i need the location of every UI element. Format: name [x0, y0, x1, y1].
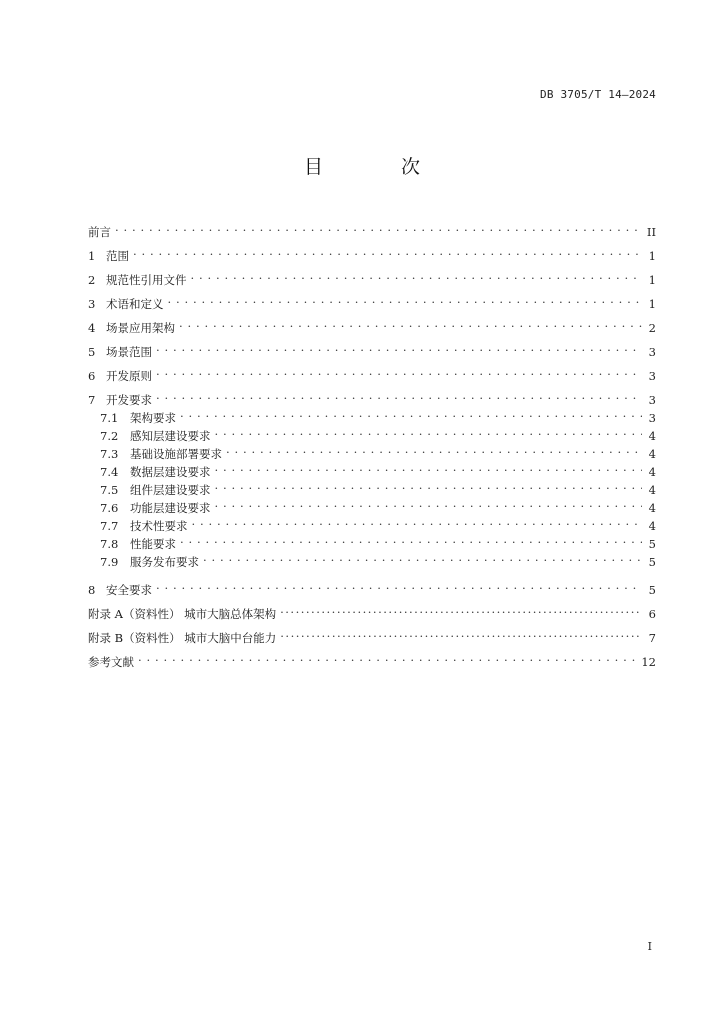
toc-entry-label: 数据层建设要求	[130, 465, 211, 479]
toc-entry-number: 3	[88, 297, 96, 311]
toc-dot-leader	[215, 422, 643, 440]
toc-entry-label: 范围	[106, 249, 129, 263]
toc-entry-page: 6	[648, 607, 656, 621]
toc-entry-page: 4	[648, 447, 656, 461]
toc-entry-number: 7.7	[100, 519, 119, 533]
toc-entry-label: 安全要求	[106, 583, 152, 597]
toc-entry-label: 技术性要求	[130, 519, 188, 533]
toc-dot-leader	[180, 530, 642, 548]
standard-code: DB 3705/T 14—2024	[540, 88, 656, 101]
toc-entry-page: 3	[648, 345, 656, 359]
toc-entry-page: 4	[648, 519, 656, 533]
toc-dot-leader	[168, 290, 643, 308]
toc-entry[interactable]	[88, 600, 656, 621]
toc-dot-leader	[156, 362, 642, 380]
toc-dot-leader	[192, 512, 643, 530]
toc-entry-number: 1	[88, 249, 96, 263]
toc-entry[interactable]	[100, 494, 656, 515]
toc-entry-number: 7.4	[100, 465, 119, 479]
toc-entry[interactable]	[100, 512, 656, 533]
toc-dot-leader	[115, 218, 642, 236]
toc-entry-label: 规范性引用文件	[106, 273, 187, 287]
toc-entry-page: 2	[648, 321, 656, 335]
toc-entry-page: 5	[648, 537, 656, 551]
toc-entry-number: 5	[88, 345, 96, 359]
toc-entry-page: 1	[648, 273, 656, 287]
toc-entry[interactable]	[88, 362, 656, 383]
toc-entry-label: 功能层建设要求	[130, 501, 211, 515]
toc-entry-page: 5	[648, 583, 656, 597]
toc-entry-label: 基础设施部署要求	[130, 447, 222, 461]
toc-entry-number: 7.5	[100, 483, 119, 497]
toc-entry-label: 场景应用架构	[106, 321, 175, 335]
toc-entry[interactable]	[88, 576, 656, 597]
toc-entry-label: 组件层建设要求	[130, 483, 211, 497]
toc-entry[interactable]	[100, 404, 656, 425]
toc-entry[interactable]	[88, 624, 656, 645]
toc-entry-label: 前言	[88, 225, 111, 239]
toc-entry-page: 3	[648, 411, 656, 425]
toc-dot-leader	[133, 242, 642, 260]
toc-dot-leader	[138, 648, 637, 666]
toc-entry-number: 8	[88, 583, 96, 597]
toc-dot-leader	[226, 440, 642, 458]
toc-entry-page: 1	[648, 249, 656, 263]
toc-entry[interactable]	[100, 422, 656, 443]
toc-entry-number: 7.9	[100, 555, 119, 569]
toc-entry-page: 4	[648, 483, 656, 497]
toc-entry-page: II	[646, 225, 656, 239]
toc-entry-label: 附录 A（资料性） 城市大脑总体架构	[88, 607, 277, 621]
toc-entry[interactable]	[88, 386, 656, 407]
toc-entry-label: 附录 B（资料性） 城市大脑中台能力	[88, 631, 277, 645]
toc-dot-leader	[156, 386, 642, 404]
toc-dot-leader	[156, 576, 642, 594]
toc-entry-page: 5	[648, 555, 656, 569]
toc-entry[interactable]	[100, 440, 656, 461]
toc-entry-page: 4	[648, 501, 656, 515]
toc-dot-leader	[180, 404, 642, 422]
toc-entry-label: 服务发布要求	[130, 555, 199, 569]
toc-entry-label: 架构要求	[130, 411, 176, 425]
toc-entry-page: 1	[648, 297, 656, 311]
toc-dot-leader	[203, 548, 642, 566]
toc-entry-label: 术语和定义	[106, 297, 164, 311]
toc-dot-leader	[280, 600, 642, 618]
toc-entry-page: 7	[648, 631, 656, 645]
toc-entry-page: 4	[648, 465, 656, 479]
toc-entry-label: 开发要求	[106, 393, 152, 407]
toc-entry-page: 3	[648, 369, 656, 383]
toc-entry-label: 性能要求	[130, 537, 176, 551]
toc-entry-number: 2	[88, 273, 96, 287]
toc-entry-number: 7	[88, 393, 96, 407]
toc-entry[interactable]	[88, 242, 656, 263]
toc-entry[interactable]	[100, 548, 656, 569]
toc-entry[interactable]	[88, 266, 656, 287]
toc-entry[interactable]	[88, 290, 656, 311]
toc-entry-number: 7.2	[100, 429, 119, 443]
toc-entry-number: 4	[88, 321, 96, 335]
toc-entry[interactable]	[100, 530, 656, 551]
toc-entry[interactable]	[88, 338, 656, 359]
toc-entry[interactable]	[88, 218, 656, 239]
toc-entry-label: 参考文献	[88, 655, 134, 669]
toc-dot-leader	[280, 624, 642, 642]
toc-dot-leader	[179, 314, 642, 332]
toc-entry-number: 7.3	[100, 447, 119, 461]
toc-entry-number: 7.8	[100, 537, 119, 551]
toc-entry-number: 7.6	[100, 501, 119, 515]
toc-entry-label: 场景范围	[106, 345, 152, 359]
toc-dot-leader	[215, 476, 643, 494]
page-title: 目 次	[303, 156, 457, 178]
page-number: I	[647, 940, 652, 953]
toc-entry-number: 7.1	[100, 411, 119, 425]
toc-dot-leader	[191, 266, 643, 284]
toc-entry-label: 开发原则	[106, 369, 152, 383]
toc-entry-number: 6	[88, 369, 96, 383]
toc-entry-page: 4	[648, 429, 656, 443]
toc-entry[interactable]	[88, 314, 656, 335]
toc-dot-leader	[156, 338, 642, 356]
toc-entry[interactable]	[100, 458, 656, 479]
toc-dot-leader	[215, 494, 643, 512]
toc-entry-page: 3	[648, 393, 656, 407]
toc-entry[interactable]	[100, 476, 656, 497]
toc-entry-label: 感知层建设要求	[130, 429, 211, 443]
toc-entry-page: 12	[641, 655, 656, 669]
toc-dot-leader	[215, 458, 643, 476]
toc-entry[interactable]	[88, 648, 656, 669]
